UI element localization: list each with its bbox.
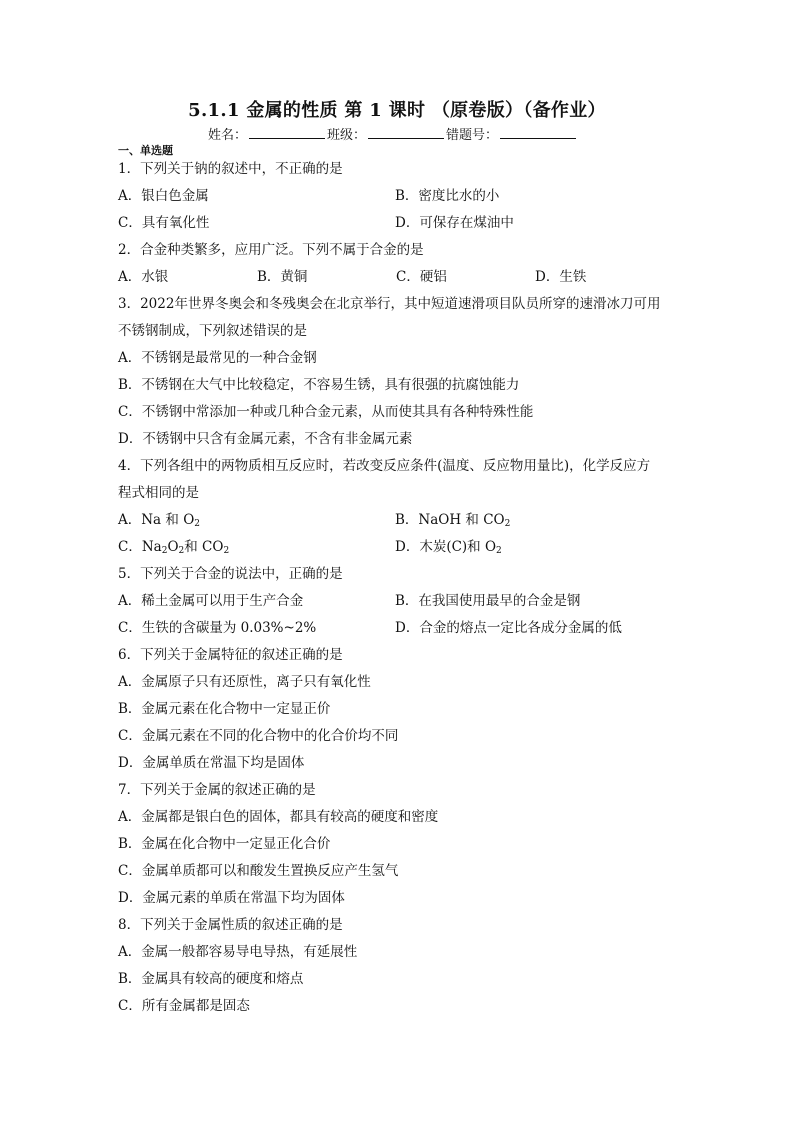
option-row [118, 183, 698, 210]
option: A．金属原子只有还原性，离子只有氧化性 [118, 674, 371, 690]
option: D．生铁 [535, 269, 587, 285]
option: C．所有金属都是固态 [118, 998, 250, 1014]
option: B．黄铜 [257, 269, 308, 285]
wrong-number-label: 错题号： [446, 128, 499, 143]
option: C．金属单质都可以和酸发生置换反应产生氢气 [118, 863, 399, 879]
option-row [118, 507, 698, 534]
name-label: 姓名： [208, 128, 248, 143]
option: D．木炭(C)和 $O_2$ [395, 539, 502, 556]
question-stem: 1．下列关于钠的叙述中，不正确的是 [118, 161, 343, 177]
option: D．合金的熔点一定比各成分金属的低 [395, 620, 622, 636]
class-blank[interactable] [368, 126, 444, 139]
option: A．Na 和 $O_2$ [118, 512, 200, 529]
option: D．可保存在煤油中 [395, 215, 514, 231]
option: A．不锈钢是最常见的一种合金钢 [118, 350, 317, 366]
option: B．密度比水的小 [395, 188, 500, 204]
option-row [118, 210, 698, 237]
option: B．金属元素在化合物中一定显正价 [118, 701, 331, 717]
option: D．不锈钢中只含有金属元素，不含有非金属元素 [118, 431, 413, 447]
question-stem: 4．下列各组中的两物质相互反应时，若改变反应条件(温度、反应物用量比)，化学反应方 [118, 458, 651, 474]
question-stem-continued: 不锈钢制成，下列叙述错误的是 [118, 323, 307, 339]
option: C．具有氧化性 [118, 215, 210, 231]
student-info-line [208, 124, 578, 143]
option: B．不锈钢在大气中比较稳定，不容易生锈，具有很强的抗腐蚀能力 [118, 377, 520, 393]
question-stem: 6．下列关于金属特征的叙述正确的是 [118, 647, 343, 663]
option: D．金属单质在常温下均是固体 [118, 755, 305, 771]
question-stem: 3．2022年世界冬奥会和冬残奥会在北京举行，其中短道速滑项目队员所穿的速滑冰刀可用 [118, 296, 661, 312]
option-row [118, 615, 698, 642]
wrong-number-blank[interactable] [500, 126, 576, 139]
option: B．NaOH 和 $CO_2$ [395, 512, 511, 529]
option: C．硬铝 [396, 269, 447, 285]
question-stem: 2．合金种类繁多，应用广泛。下列不属于合金的是 [118, 242, 424, 258]
name-blank[interactable] [249, 126, 325, 139]
option-row [118, 264, 698, 291]
option-row [118, 534, 698, 561]
option: C．金属元素在不同的化合物中的化合价均不同 [118, 728, 399, 744]
option: A．金属一般都容易导电导热，有延展性 [118, 944, 358, 960]
option-row [118, 588, 698, 615]
question-list [118, 156, 698, 1020]
class-label: 班级： [327, 128, 367, 143]
question-stem-continued: 程式相同的是 [118, 485, 199, 501]
question-stem: 8．下列关于金属性质的叙述正确的是 [118, 917, 343, 933]
page-title: 5.1.1 金属的性质 第 1 课时 （原卷版）（备作业） [188, 100, 606, 121]
option: D．金属元素的单质在常温下均为固体 [118, 890, 345, 906]
option: A．银白色金属 [118, 188, 209, 204]
option: A．水银 [118, 269, 169, 285]
option: A．稀土金属可以用于生产合金 [118, 593, 304, 609]
section-heading: 一、单选题 [118, 144, 173, 157]
option: B．在我国使用最早的合金是钢 [395, 593, 581, 609]
option: C．$Na_2O_2$和 $CO_2$ [118, 539, 230, 556]
question-stem: 7．下列关于金属的叙述正确的是 [118, 782, 316, 798]
option: B．金属在化合物中一定显正化合价 [118, 836, 331, 852]
option: C．生铁的含碳量为 0.03%~2% [118, 620, 317, 636]
question-stem: 5．下列关于合金的说法中，正确的是 [118, 566, 343, 582]
option: A．金属都是银白色的固体，都具有较高的硬度和密度 [118, 809, 439, 825]
option: B．金属具有较高的硬度和熔点 [118, 971, 304, 987]
option: C．不锈钢中常添加一种或几种合金元素，从而使其具有各种特殊性能 [118, 404, 534, 420]
